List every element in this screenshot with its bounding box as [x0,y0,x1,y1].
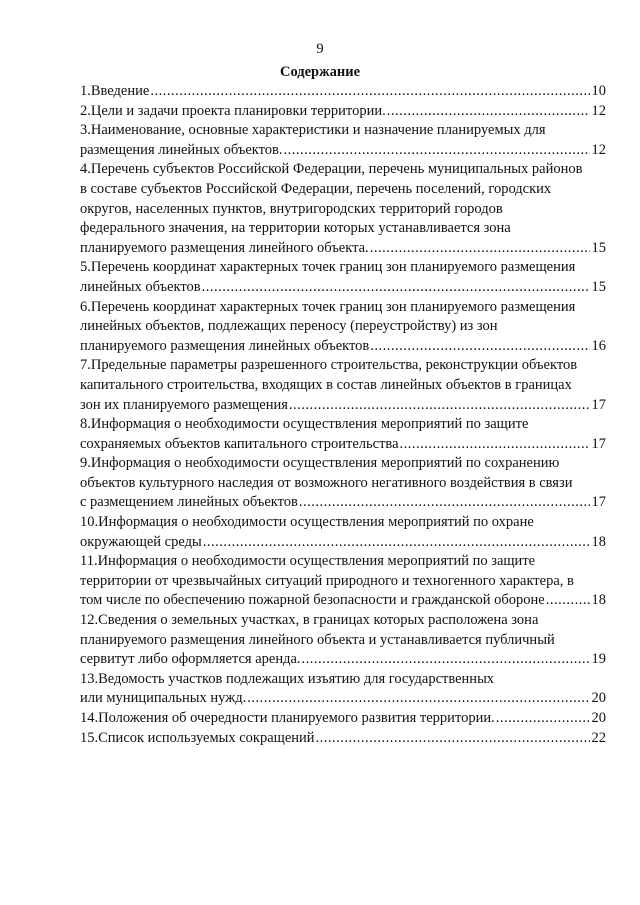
dot-leader [299,493,590,513]
toc-entry-last-line [80,141,606,161]
dot-leader [316,729,590,749]
toc-entry-last-line [80,709,606,729]
toc-entry[interactable] [80,356,606,415]
toc-entry-last-line [80,650,606,670]
dot-leader [150,82,589,102]
toc-entry-text-line: 15.Список используемых сокращений [80,729,315,746]
toc-entry-last-line [80,493,606,513]
toc-entry-text-line: размещения линейных объектов. [80,141,283,158]
dot-leader [202,278,590,298]
toc-entry-last-line [80,689,606,709]
toc-entry[interactable] [80,513,606,552]
toc-entry-text-line: 4.Перечень субъектов Российской Федерации, перечень муниципальных районов [80,161,583,178]
toc-entry-text-line: линейных объектов, подлежащих переносу (переустройству) из зон [80,318,498,335]
toc-entry-last-line [80,239,606,259]
toc-entry-text-line: линейных объектов [80,278,201,295]
toc-page-number: 17 [591,494,606,511]
toc-page-number: 10 [591,83,606,99]
page-number: 9 [316,41,324,57]
toc-entry-last-line [80,729,606,749]
toc-entry[interactable] [80,709,606,729]
toc-entry-text-line: 1.Введение [80,83,150,99]
toc-entry[interactable] [80,415,606,454]
toc-entry[interactable] [80,552,606,611]
toc-entry-text-line: капитального строительства, входящих в состав линейных объектов в границах [80,376,572,393]
toc-entry-text-line: с размещением линейных объектов [80,494,298,511]
toc-entry-last-line [80,102,606,122]
toc-entry-text-line: 11.Информация о необходимости осуществления мероприятий по защите [80,553,536,570]
toc-entry-last-line [80,82,606,102]
toc-page-number: 17 [591,396,606,413]
toc-entry[interactable] [80,160,606,258]
table-of-contents [80,82,606,748]
dot-leader [496,709,590,729]
toc-entry-text-line: том числе по обеспечению пожарной безопасности и гражданской обороне [80,592,545,609]
toc-entry-text-line: сервитут либо оформляется аренда. [80,651,301,668]
toc-title: Содержание [279,64,361,80]
toc-entry[interactable] [80,102,606,122]
toc-entry[interactable] [80,729,606,749]
toc-page-number: 15 [591,278,606,295]
toc-entry-text-line: планируемого размещения линейных объектов [80,337,370,354]
toc-entry-text-line: 13.Ведомость участков подлежащих изъятию для государственных [80,670,495,687]
toc-entry[interactable] [80,298,606,357]
dot-leader [302,650,590,670]
toc-entry[interactable] [80,670,606,709]
toc-page-number: 20 [591,710,606,726]
toc-page-number: 15 [591,239,606,256]
toc-page-number: 17 [591,435,606,452]
toc-entry[interactable] [80,258,606,297]
toc-entry-text-line: планируемого размещения линейного объекта. [80,239,369,256]
toc-entry-text-line: 5.Перечень координат характерных точек границ зон планируемого размещения [80,259,576,276]
toc-page-number: 20 [591,690,606,707]
dot-leader [546,591,590,611]
toc-page-number: 18 [591,533,606,550]
dot-leader [387,102,590,122]
dot-leader [283,141,589,161]
toc-entry-text-line: округов, населенных пунктов, внутригородских территорий городов [80,200,503,217]
toc-entry-last-line [80,591,606,611]
toc-entry-text-line: 7.Предельные параметры разрешенного строительства, реконструкции объектов [80,357,578,374]
toc-entry-text-line: 8.Информация о необходимости осуществления мероприятий по защите [80,416,529,433]
toc-entry-text-line: территории от чрезвычайных ситуаций природного и техногенного характера, в [80,572,574,589]
toc-entry-text-line: 3.Наименование, основные характеристики и назначение планируемых для [80,122,546,139]
toc-entry-text-line: 14.Положения об очередности планируемого развития территории. [80,710,495,726]
toc-entry-last-line [80,396,606,416]
toc-entry-text-line: 2.Цели и задачи проекта планировки территории. [80,102,386,119]
dot-leader [289,396,590,416]
toc-entry-last-line [80,337,606,357]
toc-page-number: 19 [591,651,606,668]
toc-entry-text-line: или муниципальных нужд. [80,690,247,707]
toc-entry-text-line: зон их планируемого размещения [80,396,288,413]
toc-entry[interactable] [80,611,606,670]
dot-leader [247,689,589,709]
toc-entry-last-line [80,435,606,455]
toc-entry-text-line: сохраняемых объектов капитального строительства [80,435,399,452]
toc-entry[interactable] [80,121,606,160]
toc-page-number: 18 [591,592,606,609]
toc-entry-text-line: объектов культурного наследия от возможного негативного воздействия в связи [80,474,573,491]
toc-entry-text-line: 6.Перечень координат характерных точек границ зон планируемого размещения [80,298,576,315]
dot-leader [370,239,590,259]
toc-page-number: 16 [591,337,606,354]
dot-leader [203,533,590,553]
toc-entry-text-line: 9.Информация о необходимости осуществления мероприятий по сохранению [80,455,560,472]
dot-leader [370,337,589,357]
toc-entry[interactable] [80,454,606,513]
toc-entry-last-line [80,533,606,553]
toc-page-number: 22 [591,729,606,746]
toc-entry-text-line: планируемого размещения линейного объекта и устанавливается публичный [80,631,555,648]
toc-entry[interactable] [80,82,606,102]
toc-entry-text-line: окружающей среды [80,533,202,550]
toc-entry-text-line: 10.Информация о необходимости осуществления мероприятий по охране [80,514,534,531]
toc-entry-text-line: в составе субъектов Российской Федерации, перечень поселений, городских [80,180,552,197]
dot-leader [400,435,590,455]
toc-entry-text-line: федерального значения, на территории которых устанавливается зона [80,220,511,237]
toc-page-number: 12 [591,141,606,158]
toc-entry-last-line [80,278,606,298]
toc-entry-text-line: 12.Сведения о земельных участках, в границах которых расположена зона [80,612,539,629]
toc-page-number: 12 [591,102,606,119]
